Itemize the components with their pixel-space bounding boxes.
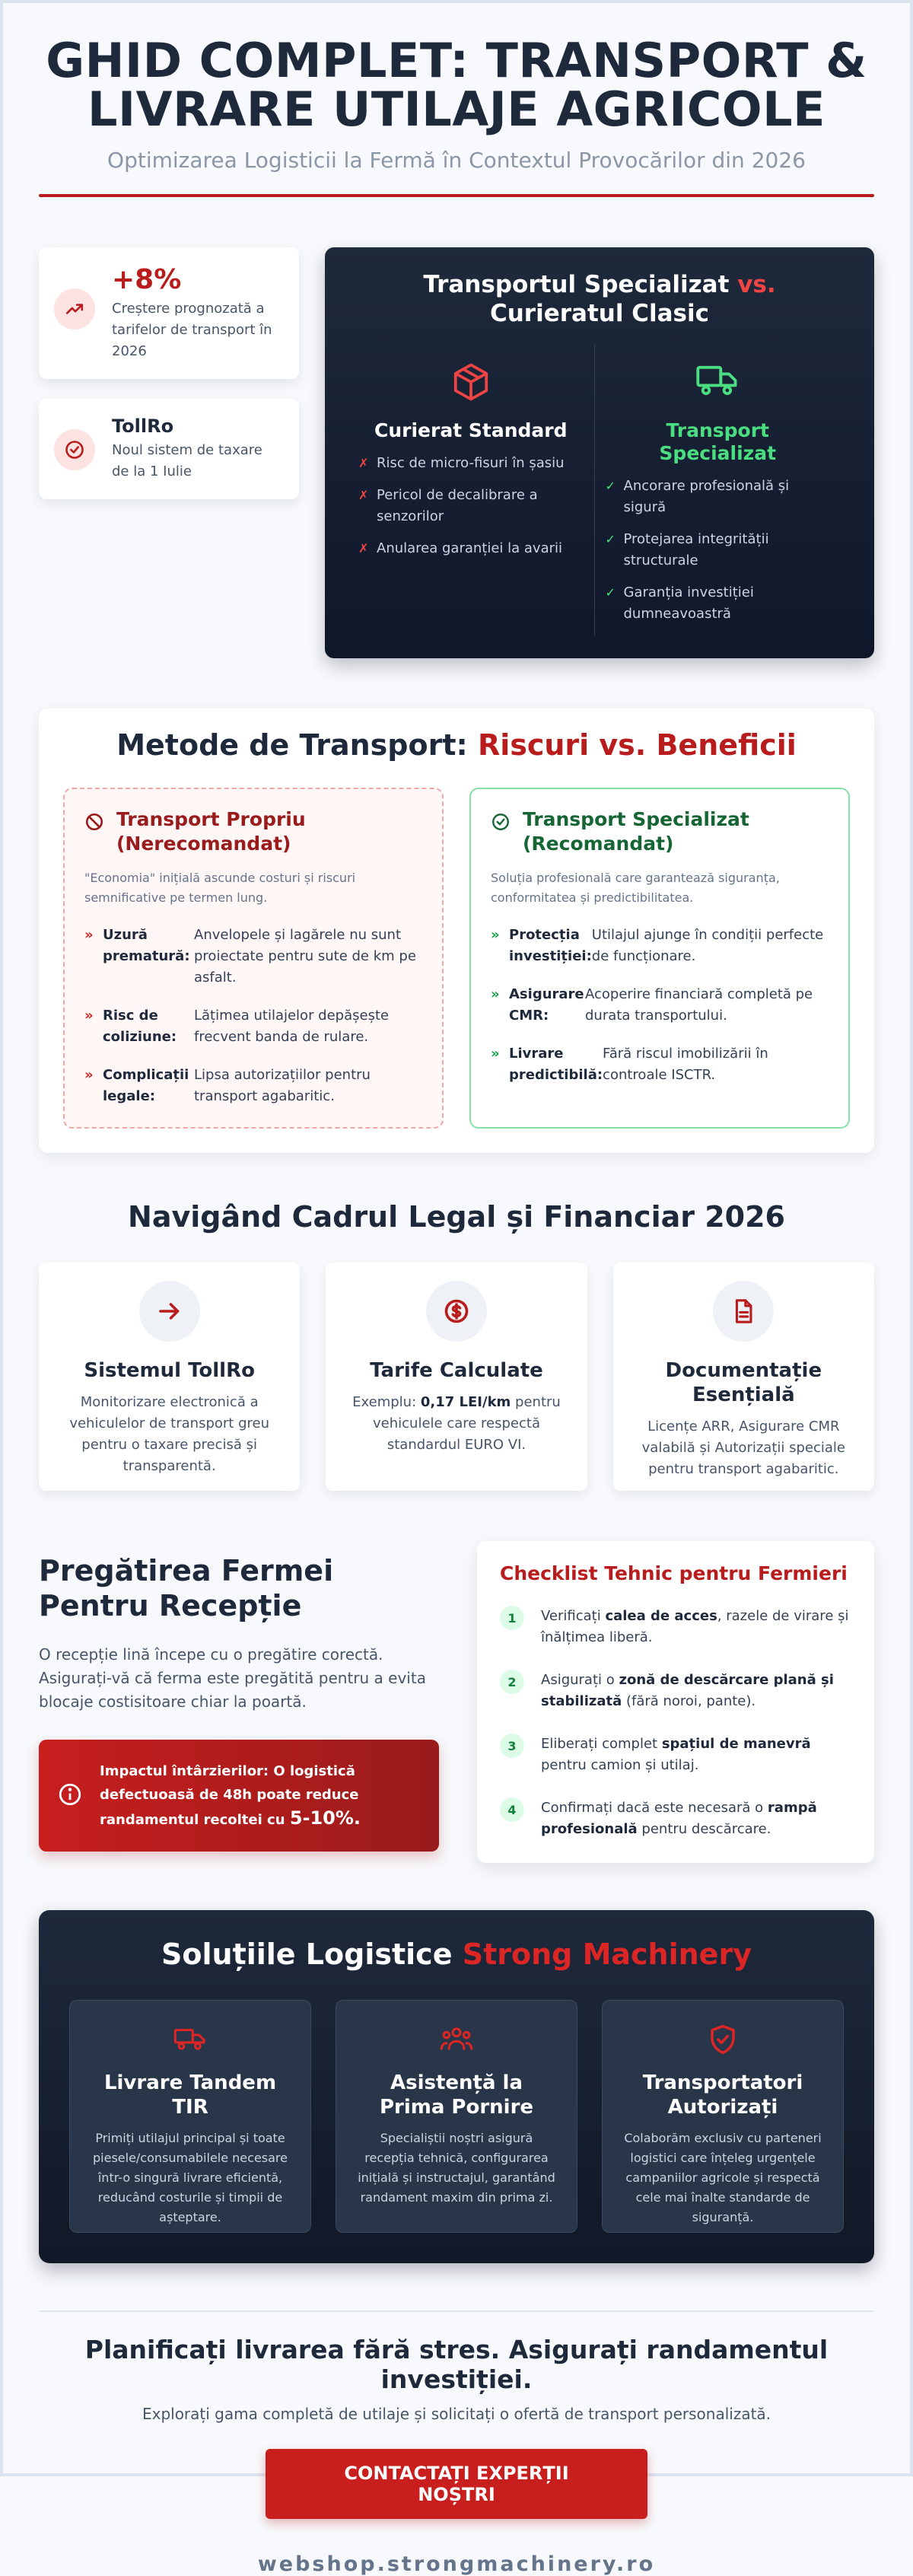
prep-section [39,1541,874,1863]
checklist-item [500,1734,851,1776]
legal-card-tollro [39,1263,300,1491]
checklist-text-post: pentru descărcare. [637,1821,771,1837]
methods-title [63,728,850,762]
specialized-column [595,345,841,635]
benefit-label: Livrare predictibilă: [509,1046,603,1083]
list-item [606,476,831,518]
checklist-text-pre: Confirmați dacă este necesară o [541,1800,768,1816]
info-icon [57,1782,84,1810]
methods-title-a: Metode de Transport: [116,728,468,762]
solution-title: Livrare Tandem TIR [103,2071,277,2119]
header-divider [39,194,874,197]
check-icon: ✓ [605,585,616,600]
growth-value: +8% [112,264,182,295]
footer-cta [39,2310,874,2576]
stats-column [39,247,299,658]
arrow-right-icon [139,1281,200,1342]
step-number: 1 [500,1606,524,1630]
solutions-title-a: Soluțiile Logistice [161,1938,453,1971]
check-icon: ✓ [605,479,616,493]
footer-subtitle: Explorați gama completă de utilaje și solicitați o ofertă de transport personalizată. [142,2405,771,2423]
benefit-row [491,1043,829,1086]
comparison-columns [358,345,841,635]
stat-card-growth [39,247,299,379]
list-item [358,538,584,559]
risk-label: Risc de coliziune: [103,1008,177,1045]
checklist-title: Checklist Tehnic pentru Fermieri [500,1562,848,1584]
solution-title: Asistență la Prima Pornire [379,2071,534,2119]
solution-cards [69,2000,844,2233]
specialized-list [606,476,831,625]
page-subtitle: Optimizarea Logisticii la Fermă în Contextul Provocărilor din 2026 [107,148,806,173]
prep-title: Pregătirea Fermei Pentru Recepție [39,1554,334,1622]
courier-list [358,453,584,559]
stat-card-tollro [39,399,299,499]
courier-title: Curierat Standard [374,419,568,441]
ban-icon [84,812,106,833]
overview-section [39,247,874,658]
check-circle-icon [491,812,512,833]
specialized-transport-card [469,788,850,1129]
tariff-text-post: pentru vehiculele care respectă standardul EURO VI. [373,1394,561,1453]
list-item-text: Anularea garanției la avarii [377,540,563,556]
own-transport-desc: "Economia" inițială ascunde costuri și riscuri semnificative pe termen lung. [84,871,356,905]
comparison-title-vs: vs. [737,271,776,298]
list-item-text: Ancorare profesională și sigură [623,478,790,515]
specialized-transport-title: Transport Specializat (Recomandat) [523,808,749,855]
footer-title: Planificați livrarea fără stres. Asigurați randamentul investiției. [84,2335,829,2394]
legal-card-text [347,1392,565,1456]
checklist-text-bold: rampă profesională [541,1800,817,1837]
title-line-2: LIVRARE UTILAJE AGRICOLE [87,81,826,137]
checklist-text [541,1734,851,1776]
alert-text-body: Impactul întârzierilor: O logistică defectuoasă de 48h poate reduce randamentul recoltei cu [100,1763,359,1828]
risk-label: Complicații legale: [103,1067,189,1104]
solutions-title-brand: Strong Machinery [462,1938,752,1971]
list-item [606,529,831,572]
specialized-transport-desc: Soluția profesională care garantează siguranța, conformitatea și predictibilitatea. [491,871,780,905]
users-icon [355,2024,558,2057]
risk-row [84,1065,422,1107]
checklist-text-bold: spațiul de manevră [661,1736,811,1752]
comparison-title-b: Curieratul Clasic [489,300,710,327]
growth-text: Creștere prognozată a tarifelor de transport în 2026 [112,301,272,359]
methods-cards [63,788,850,1129]
checklist-card [477,1541,874,1863]
comparison-title [358,270,841,328]
tollro-text: Noul sistem de taxare de la 1 Iulie [112,442,262,479]
legal-card-documents [613,1263,874,1491]
legal-card-text: Monitorizare electronică a vehiculelor de transport greu pentru o taxare precisă și transparentă. [69,1394,269,1474]
truck-icon [88,2024,292,2057]
risk-row [84,1005,422,1048]
benefit-label: Protecția investiției: [509,927,592,964]
check-circle-icon [54,429,95,470]
page-title [39,33,874,137]
benefit-value: Acoperire financiară completă pe durata transportului. [585,986,813,1024]
x-mark-icon: ✗ [358,456,369,470]
solution-card-assistance [336,2000,577,2233]
checklist-text [541,1670,851,1712]
solution-text: Colaborăm exclusiv cu parteneri logistici care înțeleg urgențele campaniilor agricole și respectă cele mai înalte standarde de siguranță. [624,2131,822,2224]
checklist-text [541,1797,851,1840]
chevron-right-icon: » [491,1046,500,1062]
legal-card-text: Licențe ARR, Asigurare CMR valabilă și Autorizații speciale pentru transport agabaritic. [641,1419,845,1477]
list-item [358,453,584,474]
tollro-title: TollRo [112,416,174,437]
tariff-value: 0,17 LEI/km [420,1394,511,1410]
legal-card-tariffs [326,1263,587,1491]
webshop-link[interactable]: webshop.strongmachinery.ro [257,2552,656,2576]
contact-experts-button[interactable]: CONTACTAȚI EXPERȚII NOȘTRI [266,2449,647,2519]
alert-text [100,1759,421,1832]
own-transport-card [63,788,444,1129]
methods-section [39,708,874,1153]
legal-title: Navigând Cadrul Legal și Financiar 2026 [128,1200,785,1234]
step-number: 4 [500,1797,524,1822]
benefit-label: Asigurare CMR: [509,986,584,1024]
legal-card-title: Tarife Calculate [370,1359,543,1382]
comparison-panel [325,247,874,658]
courier-column [358,345,595,635]
checklist-item [500,1606,851,1648]
x-mark-icon: ✗ [358,541,369,556]
title-line-1: GHID COMPLET: TRANSPORT & [46,33,867,88]
risk-value: Lipsa autorizațiilor pentru transport agabaritic. [194,1067,371,1104]
prep-text: O recepție lină începe cu o pregătire corectă. Asigurați-vă că ferma este pregătită pentru a evita blocaje costisitoare chiar la poartă. [39,1645,426,1711]
shield-check-icon [621,2024,825,2057]
list-item [358,485,584,527]
chevron-right-icon: » [491,927,500,943]
checklist-text-pre: Verificați [541,1608,606,1624]
checklist-item [500,1797,851,1840]
solution-text: Specialiștii noștri asigură recepția tehnică, configurarea inițială și instructajul, garantând randament maxim din prima zi. [358,2131,555,2205]
check-icon: ✓ [605,532,616,546]
comparison-title-a: Transportul Specializat [423,271,730,298]
checklist-text-bold: calea de acces [605,1608,717,1624]
checklist-text-pre: Eliberați complet [541,1736,662,1752]
solution-text: Primiți utilajul principal și toate piesele/consumabilele necesare într-o singură livrare eficientă, reducând costurile și timpii de așteptare. [93,2131,288,2224]
solution-card-carriers [602,2000,844,2233]
checklist-text-post: pentru camion și utilaj. [541,1757,699,1773]
specialized-title: Transport Specializat [659,419,777,464]
document-icon [713,1281,774,1342]
risk-row [84,925,422,989]
checklist-item [500,1670,851,1712]
solutions-section [39,1910,874,2263]
own-transport-title: Transport Propriu (Nerecomandat) [116,808,306,855]
benefit-row [491,984,829,1027]
checklist-text-post: (fără noroi, pante). [622,1693,756,1709]
chevron-right-icon: » [491,986,500,1002]
benefit-value: Utilajul ajunge în condiții perfecte de funcționare. [591,927,824,964]
solution-title: Transportatori Autorizați [642,2071,803,2119]
header [39,3,874,197]
checklist-text-pre: Asigurați o [541,1672,619,1688]
box-icon [358,360,584,409]
chevron-right-icon: » [84,927,94,943]
list-item [606,582,831,625]
trend-up-icon [54,288,95,330]
benefit-value: Fără riscul imobilizării în controale ISCTR. [603,1046,768,1083]
x-mark-icon: ✗ [358,488,369,502]
checklist-text [541,1606,851,1648]
alert-percentage: 5-10%. [289,1807,361,1829]
risk-value: Anvelopele și lagărele nu sunt proiectate pentru sute de km pe asfalt. [194,927,416,986]
legal-section [39,1200,874,1491]
specialized-transport-header [491,807,829,856]
chevron-right-icon: » [84,1067,94,1083]
risk-label: Uzură prematură: [103,927,190,964]
truck-icon [606,360,831,409]
benefit-row [491,925,829,967]
checklist-text-post: , razele de virare și înălțimea liberă. [541,1608,849,1645]
own-transport-header [84,807,422,856]
step-number: 3 [500,1734,524,1758]
methods-title-b: Riscuri vs. Beneficii [477,728,797,762]
list-item-text: Pericol de decalibrare a senzorilor [377,487,538,524]
risk-value: Lățimea utilajelor depășește frecvent banda de rulare. [194,1008,390,1045]
list-item-text: Risc de micro-fisuri în șasiu [377,455,565,471]
list-item-text: Garanția investiției dumneavoastră [623,584,754,622]
legal-card-title: Sistemul TollRo [84,1359,255,1382]
checklist-text-bold: zonă de descărcare plană și stabilizată [541,1672,834,1709]
solutions-title [69,1938,844,1971]
solution-card-tandem [69,2000,311,2233]
chevron-right-icon: » [84,1008,94,1024]
prep-intro [39,1541,439,1863]
delay-impact-alert [39,1740,439,1852]
list-item-text: Protejarea integrității structurale [623,531,769,568]
tariff-text-pre: Exemplu: [352,1394,421,1410]
currency-icon [426,1281,487,1342]
legal-cards [39,1263,874,1491]
legal-card-title: Documentație Esențială [665,1359,822,1406]
step-number: 2 [500,1670,524,1694]
